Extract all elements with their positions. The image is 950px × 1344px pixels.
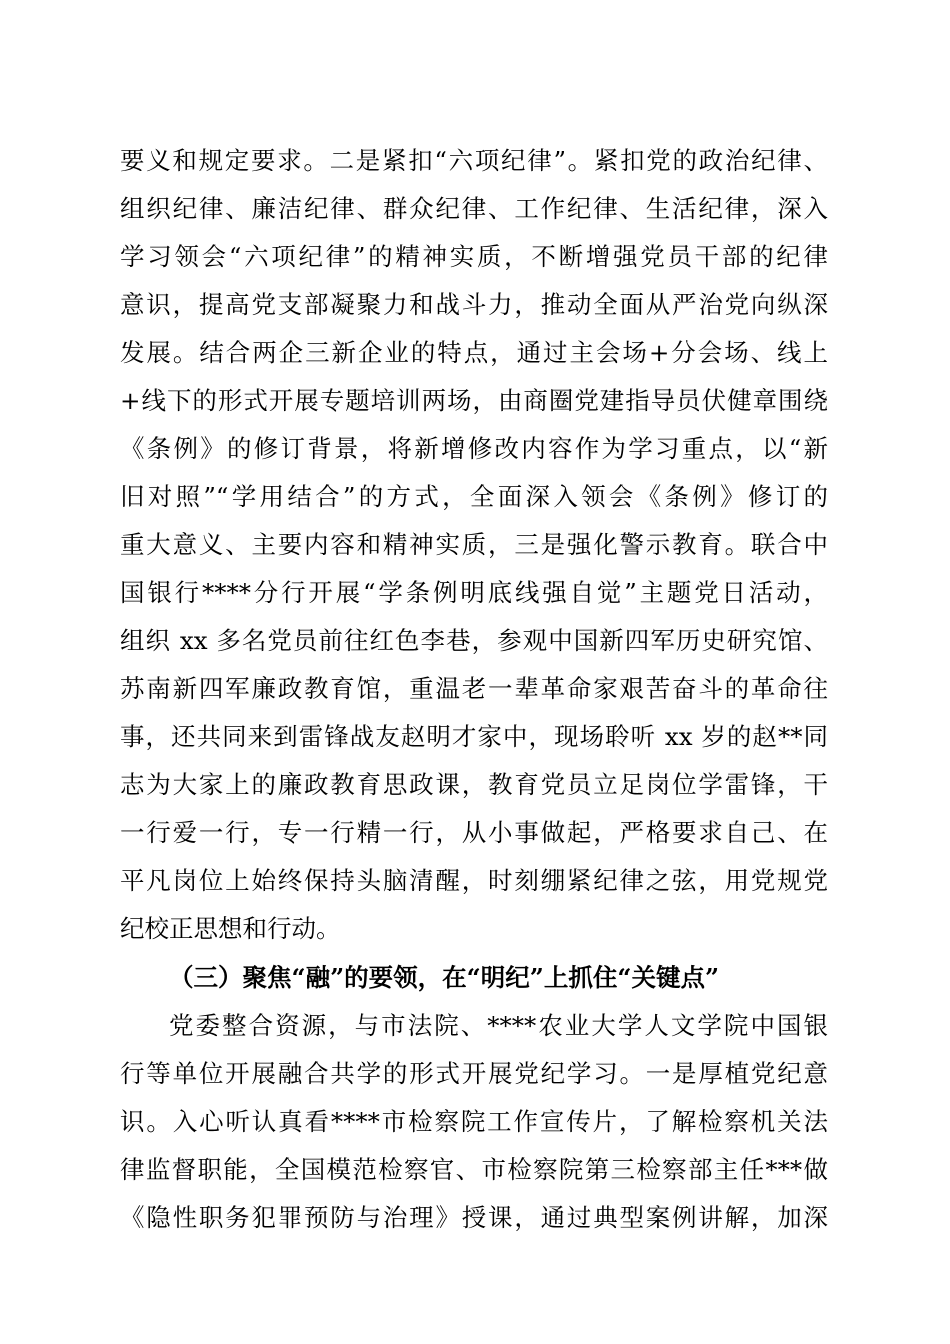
- body-text-line: 《条例》的修订背景，将新增修改内容作为学习重点，以“新: [120, 434, 828, 463]
- body-text-line: 发展。结合两企三新企业的特点，通过主会场+分会场、线上: [120, 338, 828, 367]
- body-text-line: 要义和规定要求。二是紧扣“六项纪律”。紧扣党的政治纪律、: [120, 146, 828, 175]
- body-text-line: 一行爱一行，专一行精一行，从小事做起，严格要求自己、在: [120, 818, 828, 847]
- body-text-line: 识。入心听认真看****市检察院工作宣传片，了解检察机关法: [120, 1107, 828, 1136]
- body-text-line: 意识，提高党支部凝聚力和战斗力，推动全面从严治党向纵深: [120, 290, 828, 319]
- body-text-line: 事，还共同来到雷锋战友赵明才家中，现场聆听 xx 岁的赵**同: [120, 722, 828, 751]
- body-text-line: 学习领会“六项纪律”的精神实质，不断增强党员干部的纪律: [120, 242, 828, 271]
- body-text-line: 重大意义、主要内容和精神实质，三是强化警示教育。联合中: [120, 530, 828, 559]
- body-text-line: 律监督职能，全国模范检察官、市检察院第三检察部主任***做: [120, 1155, 828, 1184]
- body-text-line: 《隐性职务犯罪预防与治理》授课，通过典型案例讲解，加深: [120, 1203, 828, 1232]
- body-text-line: 组织 xx 多名党员前往红色李巷，参观中国新四军历史研究馆、: [120, 626, 828, 655]
- body-text-line: 平凡岗位上始终保持头脑清醒，时刻绷紧纪律之弦，用党规党: [120, 866, 828, 895]
- body-text-line: 志为大家上的廉政教育思政课，教育党员立足岗位学雷锋，干: [120, 770, 828, 799]
- section-heading: （三）聚焦“融”的要领，在“明纪”上抓住“关键点”: [169, 963, 720, 992]
- body-text-line: 党委整合资源，与市法院、****农业大学人文学院中国银: [169, 1011, 828, 1040]
- body-text-line: 行等单位开展融合共学的形式开展党纪学习。一是厚植党纪意: [120, 1059, 828, 1088]
- body-text-line: 纪校正思想和行动。: [120, 914, 341, 943]
- body-text-line: 旧对照”“学用结合”的方式，全面深入领会《条例》修订的: [120, 482, 828, 511]
- body-text-line: 苏南新四军廉政教育馆，重温老一辈革命家艰苦奋斗的革命往: [120, 674, 828, 703]
- body-text-line: +线下的形式开展专题培训两场，由商圈党建指导员伏健章围绕: [120, 386, 828, 415]
- body-text-line: 组织纪律、廉洁纪律、群众纪律、工作纪律、生活纪律，深入: [120, 194, 828, 223]
- body-text-line: 国银行****分行开展“学条例明底线强自觉”主题党日活动，: [120, 578, 828, 607]
